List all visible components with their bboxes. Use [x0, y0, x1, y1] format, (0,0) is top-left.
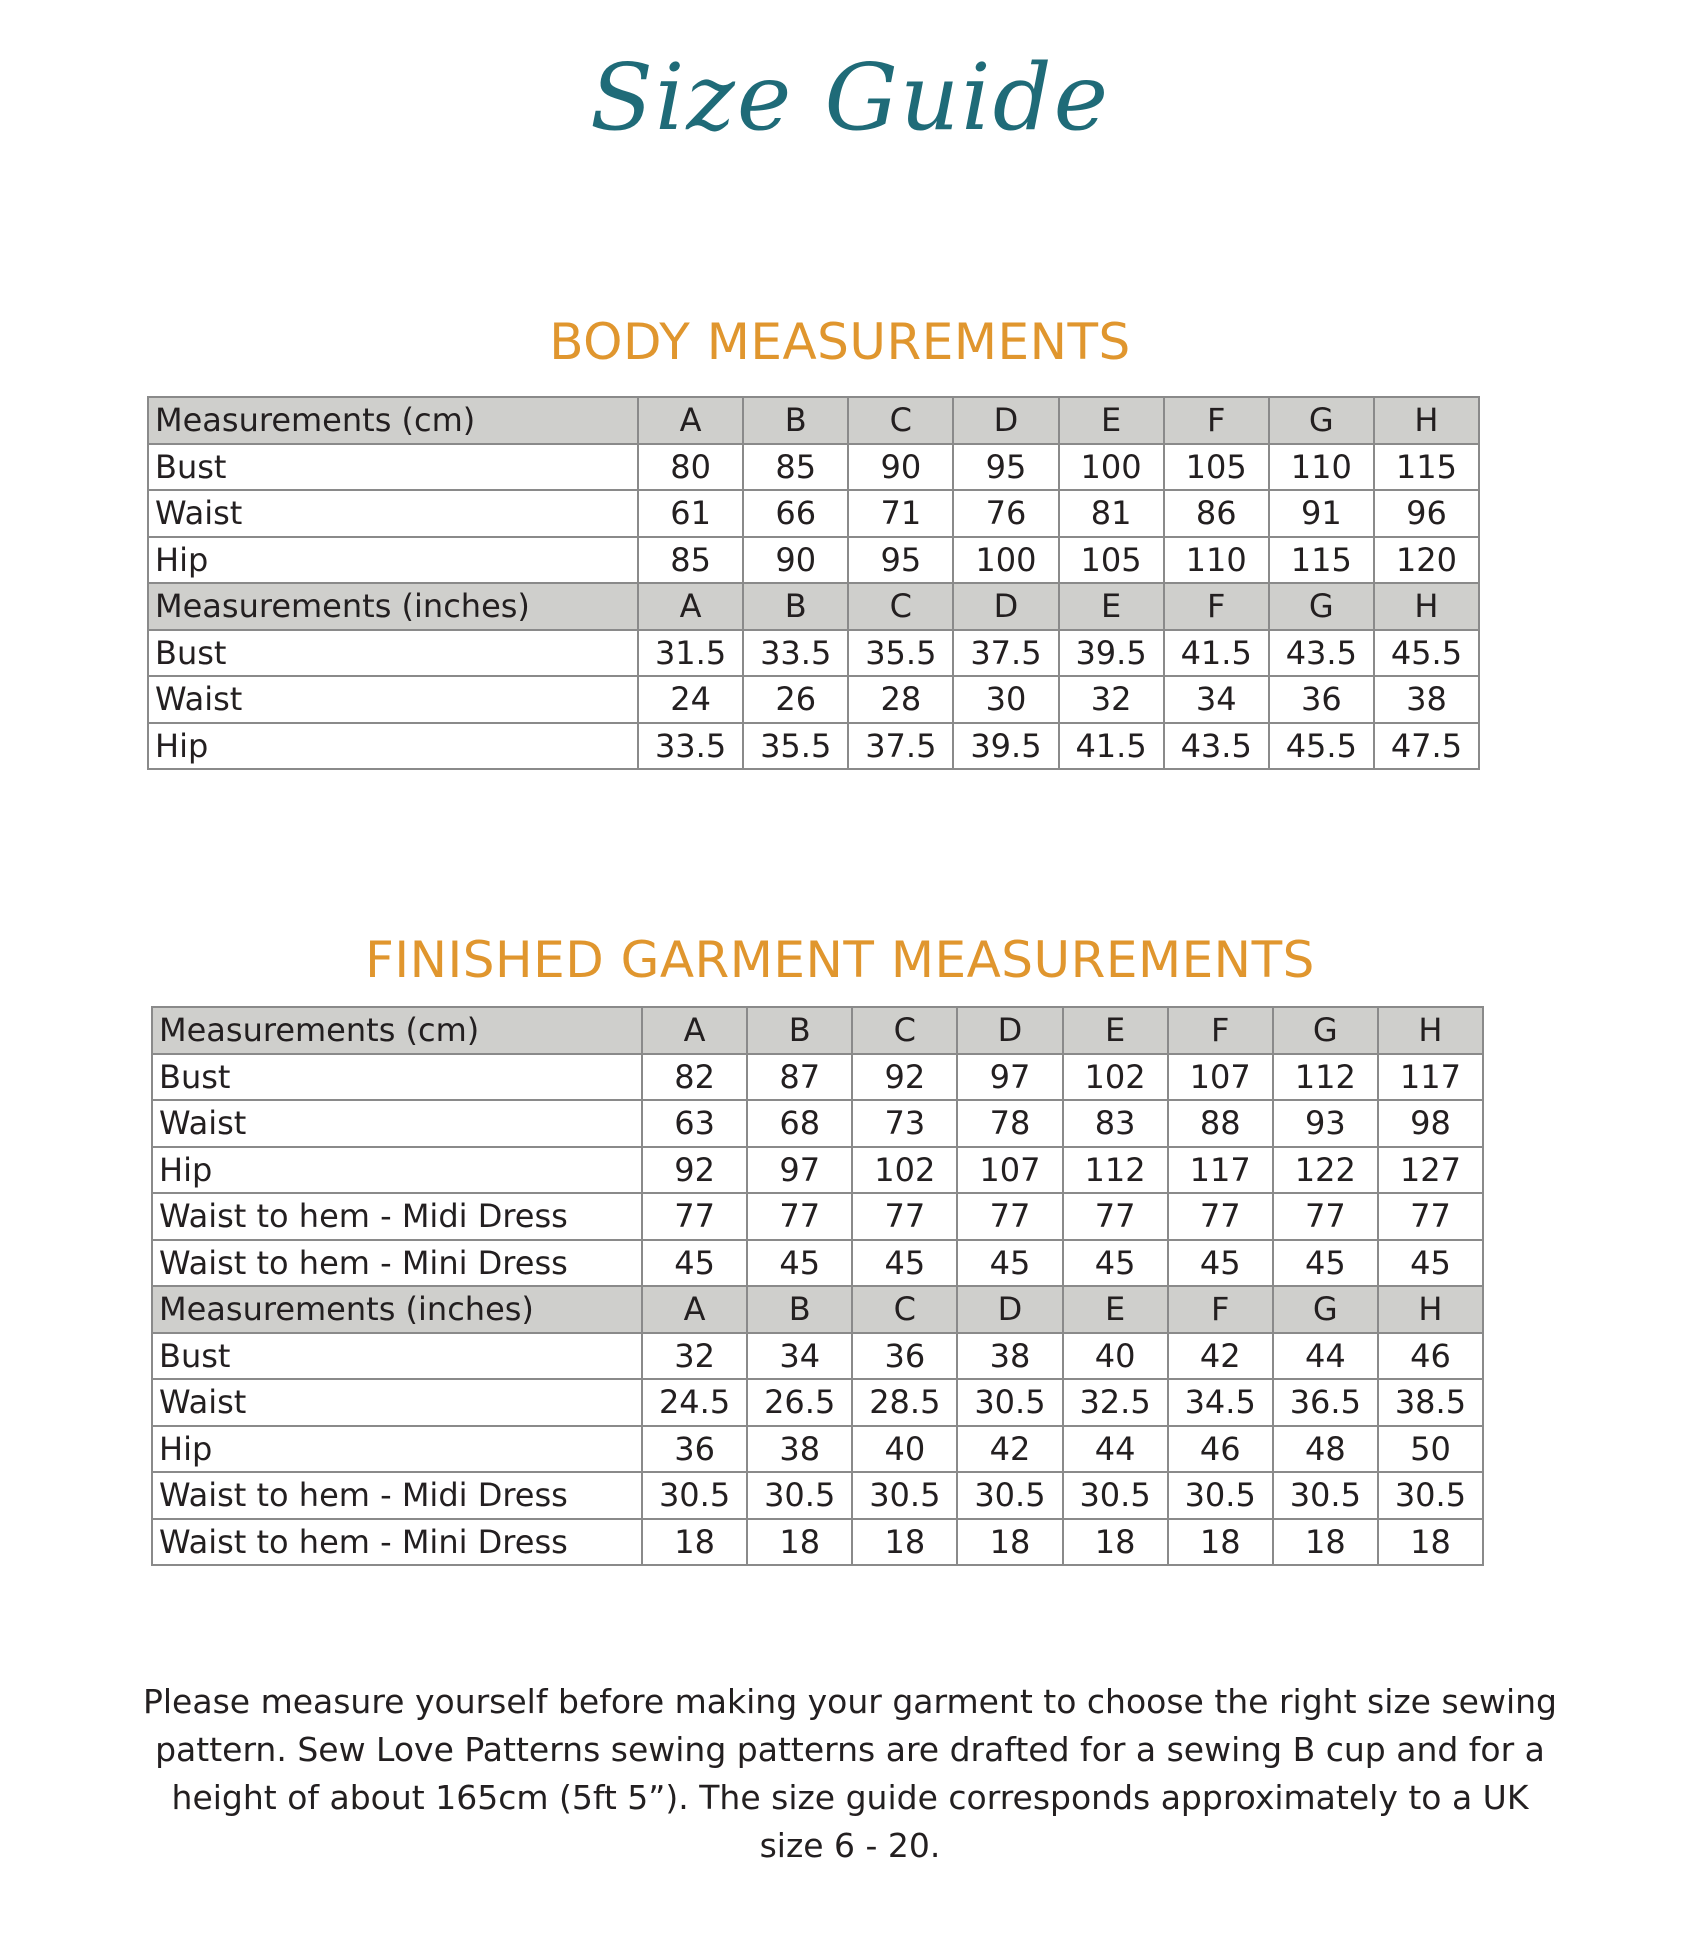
garment-measurements-heading: FINISHED GARMENT MEASUREMENTS — [365, 931, 1315, 989]
value-cell: 43.5 — [1164, 723, 1269, 770]
value-cell: 30.5 — [1168, 1472, 1273, 1519]
row-label-cell: Waist to hem - Mini Dress — [152, 1240, 642, 1287]
size-header-cell: D — [957, 1007, 1062, 1054]
value-cell: 73 — [852, 1100, 957, 1147]
table-row — [148, 676, 1479, 723]
size-header-cell: D — [953, 397, 1058, 444]
table-row — [152, 1054, 1483, 1101]
value-cell: 83 — [1063, 1100, 1168, 1147]
size-header-cell: B — [747, 1286, 852, 1333]
value-cell: 37.5 — [848, 723, 953, 770]
table-row — [148, 444, 1479, 491]
header-label-cell: Measurements (inches) — [152, 1286, 642, 1333]
value-cell: 77 — [852, 1193, 957, 1240]
value-cell: 105 — [1059, 537, 1164, 584]
value-cell: 42 — [1168, 1333, 1273, 1380]
value-cell: 34 — [747, 1333, 852, 1380]
value-cell: 115 — [1269, 537, 1374, 584]
size-header-cell: E — [1059, 583, 1164, 630]
value-cell: 38 — [957, 1333, 1062, 1380]
value-cell: 38.5 — [1378, 1379, 1483, 1426]
row-label-cell: Hip — [152, 1147, 642, 1194]
value-cell: 45 — [852, 1240, 957, 1287]
value-cell: 24 — [638, 676, 743, 723]
size-header-cell: A — [638, 397, 743, 444]
value-cell: 39.5 — [1059, 630, 1164, 677]
value-cell: 77 — [1063, 1193, 1168, 1240]
value-cell: 77 — [642, 1193, 747, 1240]
value-cell: 36 — [1269, 676, 1374, 723]
table-header-row — [148, 397, 1479, 444]
row-label-cell: Waist to hem - Midi Dress — [152, 1472, 642, 1519]
value-cell: 76 — [953, 490, 1058, 537]
value-cell: 63 — [642, 1100, 747, 1147]
table-row — [152, 1147, 1483, 1194]
value-cell: 30.5 — [852, 1472, 957, 1519]
size-header-cell: E — [1063, 1007, 1168, 1054]
value-cell: 86 — [1164, 490, 1269, 537]
value-cell: 85 — [743, 444, 848, 491]
size-header-cell: C — [852, 1007, 957, 1054]
size-header-cell: B — [743, 583, 848, 630]
header-label-cell: Measurements (cm) — [152, 1007, 642, 1054]
body-measurements-heading: BODY MEASUREMENTS — [549, 313, 1131, 371]
value-cell: 44 — [1273, 1333, 1378, 1380]
value-cell: 18 — [747, 1519, 852, 1566]
value-cell: 35.5 — [848, 630, 953, 677]
value-cell: 95 — [848, 537, 953, 584]
row-label-cell: Waist — [148, 490, 638, 537]
value-cell: 46 — [1168, 1426, 1273, 1473]
row-label-cell: Hip — [148, 723, 638, 770]
value-cell: 77 — [1378, 1193, 1483, 1240]
size-header-cell: F — [1168, 1007, 1273, 1054]
row-label-cell: Bust — [148, 630, 638, 677]
size-header-cell: C — [848, 397, 953, 444]
value-cell: 45 — [1168, 1240, 1273, 1287]
table-row — [152, 1333, 1483, 1380]
value-cell: 34 — [1164, 676, 1269, 723]
value-cell: 98 — [1378, 1100, 1483, 1147]
value-cell: 40 — [1063, 1333, 1168, 1380]
value-cell: 81 — [1059, 490, 1164, 537]
table-row — [152, 1379, 1483, 1426]
table-header-row — [148, 583, 1479, 630]
value-cell: 45 — [642, 1240, 747, 1287]
value-cell: 42 — [957, 1426, 1062, 1473]
table-row — [152, 1472, 1483, 1519]
table-row — [148, 723, 1479, 770]
value-cell: 18 — [1273, 1519, 1378, 1566]
value-cell: 44 — [1063, 1426, 1168, 1473]
value-cell: 88 — [1168, 1100, 1273, 1147]
row-label-cell: Waist — [148, 676, 638, 723]
table-row — [152, 1240, 1483, 1287]
size-header-cell: G — [1273, 1286, 1378, 1333]
table-header-row — [152, 1286, 1483, 1333]
value-cell: 30.5 — [957, 1379, 1062, 1426]
row-label-cell: Waist — [152, 1100, 642, 1147]
value-cell: 92 — [642, 1147, 747, 1194]
value-cell: 28 — [848, 676, 953, 723]
value-cell: 18 — [1378, 1519, 1483, 1566]
value-cell: 115 — [1374, 444, 1479, 491]
value-cell: 18 — [642, 1519, 747, 1566]
size-header-cell: C — [852, 1286, 957, 1333]
value-cell: 77 — [1168, 1193, 1273, 1240]
value-cell: 45 — [1378, 1240, 1483, 1287]
value-cell: 46 — [1378, 1333, 1483, 1380]
value-cell: 39.5 — [953, 723, 1058, 770]
size-header-cell: E — [1059, 397, 1164, 444]
value-cell: 77 — [957, 1193, 1062, 1240]
size-header-cell: F — [1168, 1286, 1273, 1333]
value-cell: 32 — [1059, 676, 1164, 723]
value-cell: 107 — [957, 1147, 1062, 1194]
row-label-cell: Bust — [152, 1333, 642, 1380]
value-cell: 26.5 — [747, 1379, 852, 1426]
value-cell: 18 — [1168, 1519, 1273, 1566]
value-cell: 61 — [638, 490, 743, 537]
size-header-cell: H — [1374, 583, 1479, 630]
value-cell: 24.5 — [642, 1379, 747, 1426]
value-cell: 45 — [1273, 1240, 1378, 1287]
table-row — [148, 490, 1479, 537]
value-cell: 102 — [852, 1147, 957, 1194]
value-cell: 32.5 — [1063, 1379, 1168, 1426]
value-cell: 90 — [743, 537, 848, 584]
value-cell: 100 — [953, 537, 1058, 584]
size-header-cell: G — [1269, 397, 1374, 444]
table-row — [152, 1193, 1483, 1240]
size-header-cell: D — [957, 1286, 1062, 1333]
table-row — [152, 1100, 1483, 1147]
size-header-cell: C — [848, 583, 953, 630]
value-cell: 36 — [852, 1333, 957, 1380]
value-cell: 107 — [1168, 1054, 1273, 1101]
value-cell: 96 — [1374, 490, 1479, 537]
garment-measurements-table — [151, 1006, 1484, 1566]
value-cell: 45 — [747, 1240, 852, 1287]
value-cell: 48 — [1273, 1426, 1378, 1473]
table-header-row — [152, 1007, 1483, 1054]
value-cell: 117 — [1378, 1054, 1483, 1101]
value-cell: 85 — [638, 537, 743, 584]
value-cell: 38 — [747, 1426, 852, 1473]
value-cell: 35.5 — [743, 723, 848, 770]
size-header-cell: F — [1164, 397, 1269, 444]
value-cell: 127 — [1378, 1147, 1483, 1194]
table-row — [148, 537, 1479, 584]
value-cell: 30.5 — [1378, 1472, 1483, 1519]
size-header-cell: G — [1273, 1007, 1378, 1054]
size-header-cell: E — [1063, 1286, 1168, 1333]
table-row — [152, 1426, 1483, 1473]
value-cell: 37.5 — [953, 630, 1058, 677]
value-cell: 30.5 — [1273, 1472, 1378, 1519]
value-cell: 38 — [1374, 676, 1479, 723]
value-cell: 33.5 — [638, 723, 743, 770]
value-cell: 95 — [953, 444, 1058, 491]
value-cell: 47.5 — [1374, 723, 1479, 770]
value-cell: 28.5 — [852, 1379, 957, 1426]
value-cell: 26 — [743, 676, 848, 723]
row-label-cell: Bust — [152, 1054, 642, 1101]
value-cell: 45.5 — [1374, 630, 1479, 677]
value-cell: 110 — [1269, 444, 1374, 491]
size-header-cell: H — [1374, 397, 1479, 444]
value-cell: 97 — [957, 1054, 1062, 1101]
header-label-cell: Measurements (cm) — [148, 397, 638, 444]
row-label-cell: Hip — [148, 537, 638, 584]
value-cell: 18 — [957, 1519, 1062, 1566]
size-header-cell: D — [953, 583, 1058, 630]
value-cell: 102 — [1063, 1054, 1168, 1101]
value-cell: 71 — [848, 490, 953, 537]
value-cell: 50 — [1378, 1426, 1483, 1473]
value-cell: 31.5 — [638, 630, 743, 677]
value-cell: 34.5 — [1168, 1379, 1273, 1426]
value-cell: 45 — [1063, 1240, 1168, 1287]
size-header-cell: A — [642, 1286, 747, 1333]
value-cell: 120 — [1374, 537, 1479, 584]
value-cell: 45 — [957, 1240, 1062, 1287]
row-label-cell: Hip — [152, 1426, 642, 1473]
value-cell: 82 — [642, 1054, 747, 1101]
size-header-cell: H — [1378, 1286, 1483, 1333]
sizing-footnote: Please measure yourself before making your garment to choose the right size sewing pattern. Sew Love Patterns sewing patterns are drafted for a sewing B cup and for a height of about 165cm (5ft 5”). The size guide corresponds approximately to a UK size 6 - 20. — [142, 1682, 1557, 1865]
value-cell: 41.5 — [1164, 630, 1269, 677]
value-cell: 80 — [638, 444, 743, 491]
value-cell: 112 — [1273, 1054, 1378, 1101]
value-cell: 33.5 — [743, 630, 848, 677]
value-cell: 93 — [1273, 1100, 1378, 1147]
size-header-cell: H — [1378, 1007, 1483, 1054]
value-cell: 43.5 — [1269, 630, 1374, 677]
size-header-cell: B — [747, 1007, 852, 1054]
value-cell: 30.5 — [957, 1472, 1062, 1519]
value-cell: 18 — [1063, 1519, 1168, 1566]
value-cell: 66 — [743, 490, 848, 537]
value-cell: 68 — [747, 1100, 852, 1147]
size-header-cell: G — [1269, 583, 1374, 630]
value-cell: 32 — [642, 1333, 747, 1380]
value-cell: 30 — [953, 676, 1058, 723]
row-label-cell: Waist — [152, 1379, 642, 1426]
size-header-cell: A — [638, 583, 743, 630]
table-row — [152, 1519, 1483, 1566]
row-label-cell: Bust — [148, 444, 638, 491]
value-cell: 110 — [1164, 537, 1269, 584]
row-label-cell: Waist to hem - Midi Dress — [152, 1193, 642, 1240]
value-cell: 77 — [747, 1193, 852, 1240]
value-cell: 78 — [957, 1100, 1062, 1147]
value-cell: 117 — [1168, 1147, 1273, 1194]
value-cell: 91 — [1269, 490, 1374, 537]
size-header-cell: F — [1164, 583, 1269, 630]
value-cell: 40 — [852, 1426, 957, 1473]
value-cell: 77 — [1273, 1193, 1378, 1240]
page-title: Size Guide — [589, 44, 1111, 151]
value-cell: 100 — [1059, 444, 1164, 491]
value-cell: 97 — [747, 1147, 852, 1194]
value-cell: 122 — [1273, 1147, 1378, 1194]
value-cell: 87 — [747, 1054, 852, 1101]
value-cell: 45.5 — [1269, 723, 1374, 770]
value-cell: 92 — [852, 1054, 957, 1101]
table-row — [148, 630, 1479, 677]
value-cell: 30.5 — [642, 1472, 747, 1519]
value-cell: 112 — [1063, 1147, 1168, 1194]
header-label-cell: Measurements (inches) — [148, 583, 638, 630]
value-cell: 30.5 — [747, 1472, 852, 1519]
value-cell: 90 — [848, 444, 953, 491]
body-measurements-table — [147, 396, 1480, 770]
value-cell: 36.5 — [1273, 1379, 1378, 1426]
value-cell: 36 — [642, 1426, 747, 1473]
value-cell: 30.5 — [1063, 1472, 1168, 1519]
row-label-cell: Waist to hem - Mini Dress — [152, 1519, 642, 1566]
value-cell: 105 — [1164, 444, 1269, 491]
value-cell: 41.5 — [1059, 723, 1164, 770]
value-cell: 18 — [852, 1519, 957, 1566]
size-header-cell: B — [743, 397, 848, 444]
size-header-cell: A — [642, 1007, 747, 1054]
